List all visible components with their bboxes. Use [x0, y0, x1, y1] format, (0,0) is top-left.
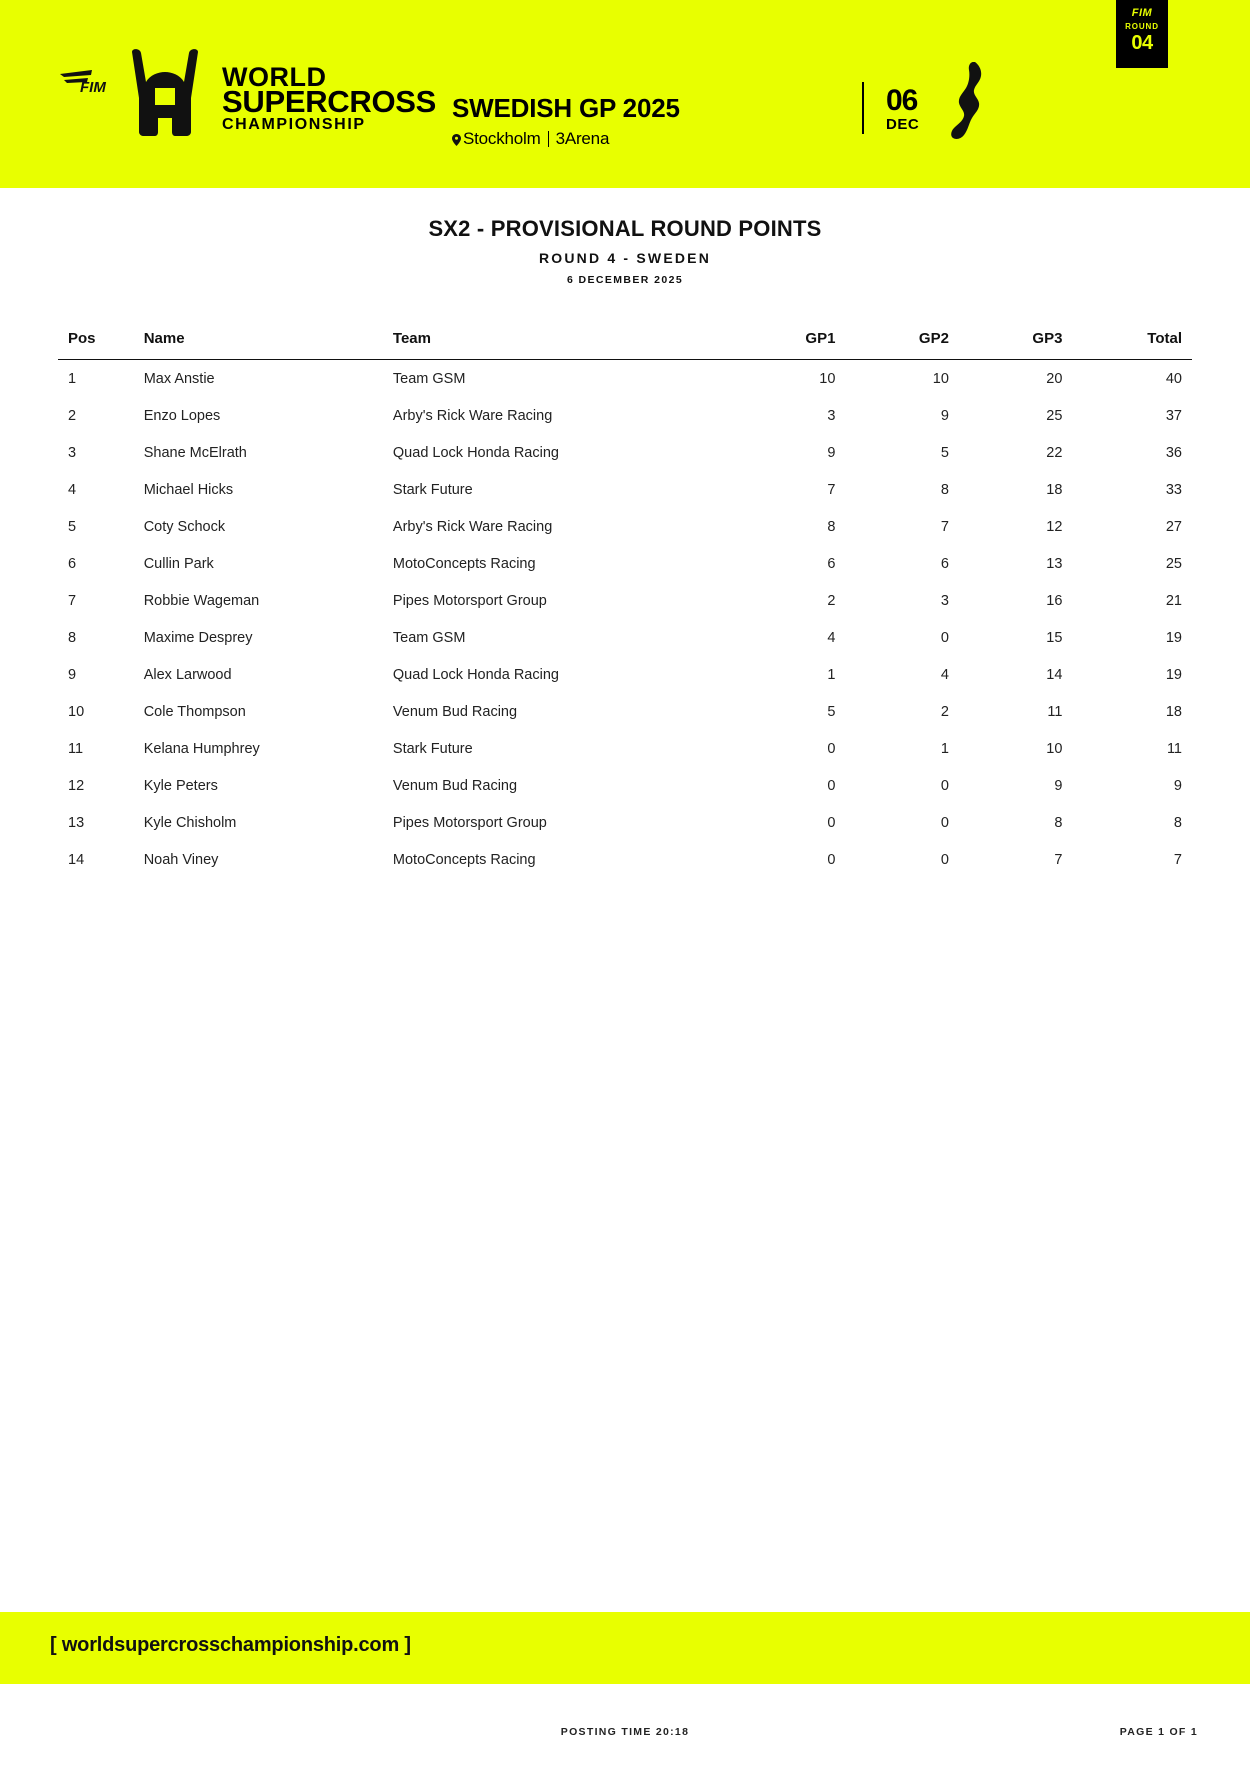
column-header-gp1: GP1: [722, 330, 836, 360]
cell-team: Pipes Motorsport Group: [392, 814, 547, 831]
event-date: [886, 86, 919, 132]
cell-gp1: 4: [827, 629, 836, 646]
footer-band: [0, 1612, 1250, 1684]
cell-team: Team GSM: [392, 370, 466, 387]
cell-gp1: 3: [827, 407, 836, 424]
wordmark-line-3: CHAMPIONSHIP: [222, 115, 366, 133]
cell-name: Kyle Peters: [143, 777, 218, 794]
venue-arena: 3Arena: [555, 129, 610, 148]
cell-gp2: 3: [940, 592, 949, 609]
results-table-head: [58, 330, 1192, 360]
cell-gp1: 1: [827, 666, 836, 683]
column-header-total: Total: [1062, 330, 1192, 360]
cell-name: Cole Thompson: [143, 703, 246, 720]
cell-gp3: 7: [1054, 851, 1063, 868]
table-row: [58, 471, 1192, 508]
cell-name: Maxime Desprey: [143, 629, 253, 646]
event-info: [452, 93, 680, 149]
cell-pos: 2: [68, 407, 77, 424]
cell-name: Max Anstie: [143, 370, 215, 387]
cell-pos: 14: [68, 851, 85, 868]
column-header-team: Team: [393, 330, 722, 360]
cell-gp3: 15: [1046, 629, 1063, 646]
cell-pos: 4: [68, 481, 77, 498]
location-pin-icon: [452, 131, 461, 143]
fim-logo-icon: [58, 68, 110, 94]
round-badge: [1116, 0, 1168, 68]
cell-pos: 7: [68, 592, 77, 609]
table-row: [58, 767, 1192, 804]
table-row: [58, 397, 1192, 434]
cell-gp1: 0: [827, 777, 836, 794]
cell-gp3: 25: [1046, 407, 1063, 424]
cell-gp1: 9: [827, 444, 836, 461]
cell-gp1: 7: [827, 481, 836, 498]
cell-name: Enzo Lopes: [143, 407, 221, 424]
cell-team: Stark Future: [392, 740, 473, 757]
cell-team: Stark Future: [392, 481, 473, 498]
table-row: [58, 508, 1192, 545]
table-row: [58, 730, 1192, 767]
results-table: [58, 330, 1192, 878]
event-title: SWEDISH GP 2025: [452, 93, 680, 123]
cell-team: Venum Bud Racing: [392, 777, 518, 794]
table-row: [58, 804, 1192, 841]
cell-name: Shane McElrath: [143, 444, 247, 461]
cell-gp3: 22: [1046, 444, 1063, 461]
cell-team: MotoConcepts Racing: [392, 851, 536, 868]
cell-gp1: 8: [827, 518, 836, 535]
cell-pos: 10: [68, 703, 85, 720]
cell-gp2: 0: [940, 814, 949, 831]
event-venue: [452, 128, 680, 149]
cell-total: 9: [1173, 777, 1182, 794]
page-date: 6 DECEMBER 2025: [566, 274, 684, 286]
cell-gp2: 10: [932, 370, 949, 387]
cell-gp2: 7: [940, 518, 949, 535]
cell-team: Quad Lock Honda Racing: [392, 666, 559, 683]
cell-total: 19: [1165, 666, 1182, 683]
cell-pos: 8: [68, 629, 77, 646]
table-row: [58, 656, 1192, 693]
cell-total: 36: [1165, 444, 1182, 461]
cell-total: 7: [1173, 851, 1182, 868]
cell-gp3: 10: [1046, 740, 1063, 757]
cell-gp2: 0: [940, 851, 949, 868]
cell-team: Arby's Rick Ware Racing: [392, 407, 553, 424]
cell-gp1: 6: [827, 555, 836, 572]
cell-name: Robbie Wageman: [143, 592, 260, 609]
table-row: [58, 582, 1192, 619]
table-row: [58, 360, 1192, 398]
cell-pos: 1: [68, 370, 77, 387]
cell-pos: 9: [68, 666, 77, 683]
table-row: [58, 619, 1192, 656]
cell-total: 40: [1165, 370, 1182, 387]
cell-name: Kelana Humphrey: [143, 740, 260, 757]
wsx-wordmark: [222, 62, 437, 133]
cell-gp1: 0: [827, 814, 836, 831]
cell-gp3: 8: [1054, 814, 1063, 831]
cell-total: 25: [1165, 555, 1182, 572]
table-header-row: [58, 330, 1192, 360]
column-header-gp3: GP3: [949, 330, 1063, 360]
cell-gp1: 0: [827, 740, 836, 757]
svg-text:FIM: FIM: [80, 79, 106, 94]
round-badge-fim: FIM: [1131, 7, 1153, 19]
event-date-day: 06: [886, 84, 918, 117]
cell-name: Kyle Chisholm: [143, 814, 237, 831]
event-date-month: DEC: [886, 116, 920, 133]
cell-gp2: 0: [940, 777, 949, 794]
wordmark-line-2: SUPERCROSS: [222, 84, 437, 120]
cell-gp2: 9: [940, 407, 949, 424]
cell-gp1: 2: [827, 592, 836, 609]
cell-name: Coty Schock: [143, 518, 226, 535]
cell-gp3: 16: [1046, 592, 1063, 609]
cell-gp3: 14: [1046, 666, 1063, 683]
cell-gp3: 20: [1046, 370, 1063, 387]
cell-name: Noah Viney: [143, 851, 219, 868]
cell-team: Quad Lock Honda Racing: [392, 444, 559, 461]
page-number: PAGE 1 OF 1: [1119, 1726, 1198, 1738]
cell-gp2: 8: [940, 481, 949, 498]
cell-gp3: 18: [1046, 481, 1063, 498]
cell-total: 8: [1173, 814, 1182, 831]
venue-separator: [548, 131, 549, 147]
date-divider: [862, 82, 864, 134]
footer-website-link[interactable]: [ worldsupercrosschampionship.com ]: [50, 1634, 411, 1656]
cell-total: 33: [1165, 481, 1182, 498]
cell-total: 18: [1165, 703, 1182, 720]
cell-gp1: 0: [827, 851, 836, 868]
cell-gp2: 4: [940, 666, 949, 683]
venue-city: Stockholm: [463, 129, 541, 148]
cell-team: Team GSM: [392, 629, 466, 646]
cell-gp2: 6: [940, 555, 949, 572]
cell-gp2: 0: [940, 629, 949, 646]
cell-gp2: 5: [940, 444, 949, 461]
table-row: [58, 841, 1192, 878]
results-table-wrapper: [58, 330, 1192, 878]
cell-total: 11: [1166, 740, 1182, 757]
cell-team: Venum Bud Racing: [392, 703, 518, 720]
footer-meta: [0, 1726, 1250, 1742]
cell-team: Arby's Rick Ware Racing: [392, 518, 553, 535]
posting-time: POSTING TIME 20:18: [560, 1726, 690, 1738]
cell-name: Alex Larwood: [143, 666, 232, 683]
cell-gp1: 5: [827, 703, 836, 720]
cell-pos: 5: [68, 518, 77, 535]
cell-name: Michael Hicks: [143, 481, 234, 498]
table-row: [58, 545, 1192, 582]
cell-team: MotoConcepts Racing: [392, 555, 536, 572]
cell-gp1: 10: [819, 370, 836, 387]
cell-total: 37: [1165, 407, 1182, 424]
cell-pos: 13: [68, 814, 85, 831]
cell-total: 27: [1165, 518, 1182, 535]
cell-total: 21: [1165, 592, 1182, 609]
cell-gp3: 9: [1054, 777, 1063, 794]
round-badge-label: ROUND: [1125, 22, 1159, 31]
cell-pos: 6: [68, 555, 77, 572]
page-subtitle: ROUND 4 - SWEDEN: [538, 250, 712, 266]
cell-gp2: 1: [940, 740, 949, 757]
cell-gp3: 12: [1046, 518, 1063, 535]
table-row: [58, 693, 1192, 730]
cell-pos: 3: [68, 444, 77, 461]
wordmark-line-1: WORLD: [222, 62, 327, 92]
cell-gp2: 2: [940, 703, 949, 720]
cell-total: 19: [1165, 629, 1182, 646]
cell-team: Pipes Motorsport Group: [392, 592, 547, 609]
round-badge-number: 04: [1131, 32, 1153, 54]
results-table-body: [58, 360, 1192, 879]
cell-name: Cullin Park: [143, 555, 214, 572]
column-header-name: Name: [144, 330, 393, 360]
wsx-helmet-icon: [128, 48, 203, 136]
cell-pos: 11: [68, 740, 84, 757]
cell-gp3: 11: [1047, 703, 1063, 720]
column-header-gp2: GP2: [835, 330, 949, 360]
page-header: [0, 0, 1250, 188]
cell-pos: 12: [68, 777, 85, 794]
page-title: SX2 - PROVISIONAL ROUND POINTS: [428, 216, 822, 241]
sweden-map-icon: [945, 62, 991, 140]
column-header-pos: Pos: [58, 330, 144, 360]
cell-gp3: 13: [1046, 555, 1063, 572]
table-row: [58, 434, 1192, 471]
